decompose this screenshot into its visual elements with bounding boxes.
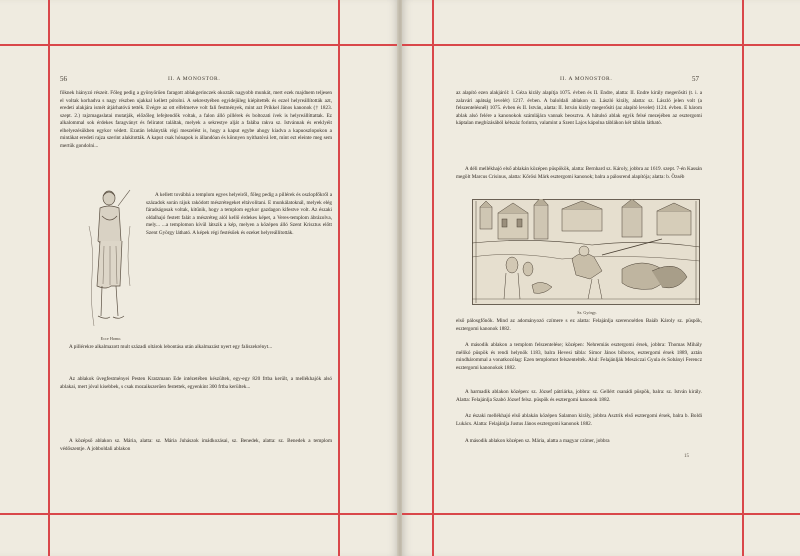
text-block-5 [60,438,332,470]
ecce-homo-figure [86,186,136,334]
running-head: II. A MONOSTOR. [168,76,221,82]
text-block-bottom-4 [456,413,702,437]
paragraph: A kellett továbbá a templom egyes helyeiről, főleg pedig a pillérek és oszlopfőkről a századok során rájuk rakódott mészrétegeket eltávolítani. E munkálatoknál, melyek elég fáradságosak voltak, kitűnik, hogy a templom egykor gazdagon kifestve volt. Az északi oldalhajó festett falát a mészréteg alól kellő érdekes képet, a Veres-templom ábrázolva, mely... ...a templomon kívül látszik a kép, melyen a középen álló Szent Krisztus előtt Szent György látható. A képek régi festésűek és ezeket helyreállították. [146,192,332,236]
right-page [402,0,800,556]
paragraph: A déli mellékhajó első ablakán középen püspökök, alatta: Bernhard sz. Károly, jobbra az 1619. szept. 7-én Kassán megölt Marcus Crisinus, alatta: Kőrösi Márk esztergomi kanonok; balra a pálosrend alapítója; alatta: b. Özséb [456,166,702,180]
figure-caption: Sz. György. [577,310,597,315]
st-george-illustration [472,199,700,305]
red-rule-right [338,0,340,556]
text-block-3 [60,344,332,374]
red-rule-top [402,44,800,46]
paragraph: az alapító ezen alakjáról: I. Géza király alapítja 1075. évben és II. Endre, alatta: II. Endre király megerősíti (t. i. a zalavári apátság levelét) 1217. évben. A baloldali ablakon sz. László király, alatta: sz. László jelen volt (a felszentelésnél) 1075. évben és II. István, alatta: II. István király megerősíti (az alapító levelet) 1124. évben. E három ablak alsó felére a kanonokok számlájára vannak beosztva. A hátulsó ablak egyik felsé mezejében az esztergomi káptalan megbízásából kétszáz forintra, valamint a Szent Lajos kápolna táblákon két táblán látható. [456,90,702,127]
text-block-bottom-1 [456,318,702,342]
red-rule-right [742,0,744,556]
paragraph: főknek hiányzó részeit. Főleg pedig a gyönyörűen faragott ablakgerinczek okozták nagyobb munkát, mert ezek majdnem teljesen el voltak korhadva s nagy részben ujakkal kellett pótolni. A sekrestyében egyidejüleg kiépítették és ezzel helyreállították azt, eredeti alakjára ismét átjárhatóvá tették. Evégre az ott elfelmetve volt fali festmények, mint azt Prikkel János kanonok († 1823. szept. 2.) rajzmagaslatai mutatják, előzőleg lefejtendők voltak, a falon álló pillérek és boltozati ívek is helyreállíttattak. Ez alkalommal sok érdekes faragványt és feliratot találtak, melyek a sekrestye alját a falába rakva sz. Istvánnak és ereklyéit elhelyezésükben egykor védett. Ezután lehányták régi meszelést is, hogy a kaput egybe ahogy kiadva a kapuoszlopokon a mintákat eredeti rajza szerint alakították. A kaput csak hónapok is állandóan és könnyen nyithatóvá lett, mint ezt eleinte meg sem mertük gondolni... [60,90,332,149]
red-rule-bottom [402,513,800,515]
text-block-2 [146,192,332,342]
paragraph: A középső ablakon sz. Mária, alatta: sz. Mária Juhászok imádkozásai, sz. Benedek, alatta: sz. Benedek a templom védőszentje. A jobboldali ablakon [60,438,332,452]
paragraph: Az ablakok üvegfestményei Pesten Kratzmann Ede intézetében készültek, egy-egy 820 frtba került, a mellékhajók alsó ablakai, mert jóval kisebbek, s csak mozaikszerűen festettek, egyenkint 300 frtba kerültek... [60,376,332,390]
paragraph: Az északi mellékhajó első ablakán középen Salamon király, jobbra Asztrik első esztergomi érsek, balra b. Boldi Lukács. Alatta: Felajánlja Justus János esztergomi kanonok 1882. [456,413,702,427]
text-block-bottom-3 [456,389,702,413]
paragraph: első pálosgfőnök. Mind az adományozó czímere s ez alatta: Felajánlja szerencsétlen Baiáb Károly sz. püspök, esztergomi kanonok 1882. [456,318,702,332]
page-number: 56 [60,75,67,83]
text-block-bottom-5 [456,438,702,454]
paragraph: A második ablakon a templom felszentelése; középen: Nehremiás esztergomi érsek, jobbra: Thomas Mihály mélikó püspök és rendi helynök 1183, balra Hevesi tábla: Simor János bíboros, esztergomi érsek 1889, aztán mindhárommal a vonatkozólag: Ezen templomot felszentelték. Alul: Felajánlják Mesziczai Gyula és Sobányi Ferencz esztergomi kanonokok 1882. [456,342,702,371]
red-rule-left [48,0,50,556]
red-rule-left [432,0,434,556]
text-block-bottom-2 [456,342,702,388]
text-block-1 [60,90,332,186]
signature-mark: 15 [684,454,689,459]
paragraph: A pillérekre alkalmazott mult századi oltárok lebontása után alkalmazást nyert egy faliszekrényt... [69,344,273,350]
left-page [0,0,398,556]
text-block-4 [60,376,332,436]
page-number: 57 [692,75,699,83]
paragraph: A harmadik ablakon középen: sz. József pátriárka, jobbra: sz. Gellért csanádi püspök, balra: sz. István király. Alatta: Felajánlja Szabó József felsz. püspök és esztergomi kanonok 1882. [456,389,702,403]
figure-caption: Ecce Homo. [100,336,122,341]
running-head: II. A MONOSTOR. [560,76,613,82]
paragraph: A második ablakon középen sz. Mária, alatta a magyar czímer, jobbra [465,438,610,444]
text-block-top-2 [456,166,702,190]
